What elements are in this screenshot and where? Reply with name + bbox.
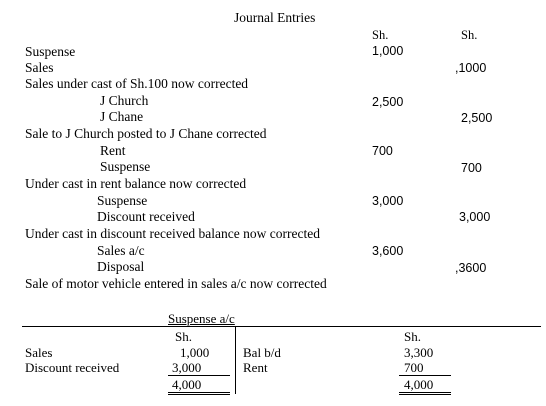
entry-3-credit-amount: 700 [461,161,482,175]
entry-3-debit-amount: 700 [372,144,393,158]
ledger-debit-row-2-label: Discount received [25,360,120,375]
ledger-credit-total-rule [399,375,451,376]
entry-2-credit-account: J Chane [100,109,144,124]
journal-debit-header: Sh. [372,28,389,42]
ledger-debit-total-rule [168,375,230,376]
ledger-debit-total-double-rule-2 [168,394,230,395]
ledger-debit-row-1-amount: 1,000 [180,345,210,360]
ledger-credit-total-double-rule-1 [399,392,451,393]
entry-3-credit-account: Suspense [100,159,151,174]
entry-4-credit-account: Discount received [97,209,195,224]
ledger-debit-header: Sh. [175,329,192,344]
entry-4-narration: Under cast in discount received balance now corrected [25,226,320,241]
ledger-credit-header: Sh. [404,329,421,344]
entry-3-debit-account: Rent [100,143,126,158]
entry-4-credit-amount: 3,000 [459,210,491,224]
entry-5-debit-amount: 3,600 [372,244,404,258]
ledger-debit-total-double-rule-1 [168,392,230,393]
ledger-credit-row-1-amount: 3,300 [404,345,434,360]
entry-2-debit-account: J Church [100,93,149,108]
ledger-credit-total: 4,000 [404,377,434,392]
entry-5-debit-account: Sales a/c [97,243,145,258]
entry-5-narration: Sale of motor vehicle entered in sales a/c now corrected [25,276,327,291]
entry-5-credit-amount: ,3600 [455,261,487,275]
ledger-credit-row-2-label: Rent [243,360,268,375]
entry-1-credit-amount: ,1000 [455,61,487,75]
entry-1-narration: Sales under cast of Sh.100 now corrected [25,76,249,91]
page-title: Journal Entries [234,10,316,25]
ledger-credit-total-double-rule-2 [399,394,451,395]
entry-2-debit-amount: 2,500 [372,95,404,109]
ledger-center-divider [235,326,236,394]
ledger-debit-total: 4,000 [172,377,202,392]
ledger-top-rule [22,326,541,327]
ledger-credit-row-2-amount: 700 [404,360,424,375]
ledger-debit-row-1-label: Sales [25,345,53,360]
entry-3-narration: Under cast in rent balance now corrected [25,176,247,191]
entry-2-narration: Sale to J Church posted to J Chane corrected [25,126,267,141]
entry-4-debit-amount: 3,000 [372,194,404,208]
ledger-debit-row-2-amount: 3,000 [172,360,202,375]
ledger-credit-row-1-label: Bal b/d [243,345,281,360]
entry-1-debit-account: Suspense [25,44,76,59]
journal-credit-header: Sh. [461,28,478,42]
entry-1-debit-amount: 1,000 [372,44,404,58]
ledger-title: Suspense a/c [168,311,235,326]
entry-4-debit-account: Suspense [97,193,148,208]
entry-2-credit-amount: 2,500 [461,111,493,125]
entry-5-credit-account: Disposal [97,259,145,274]
entry-1-credit-account: Sales [25,60,54,75]
